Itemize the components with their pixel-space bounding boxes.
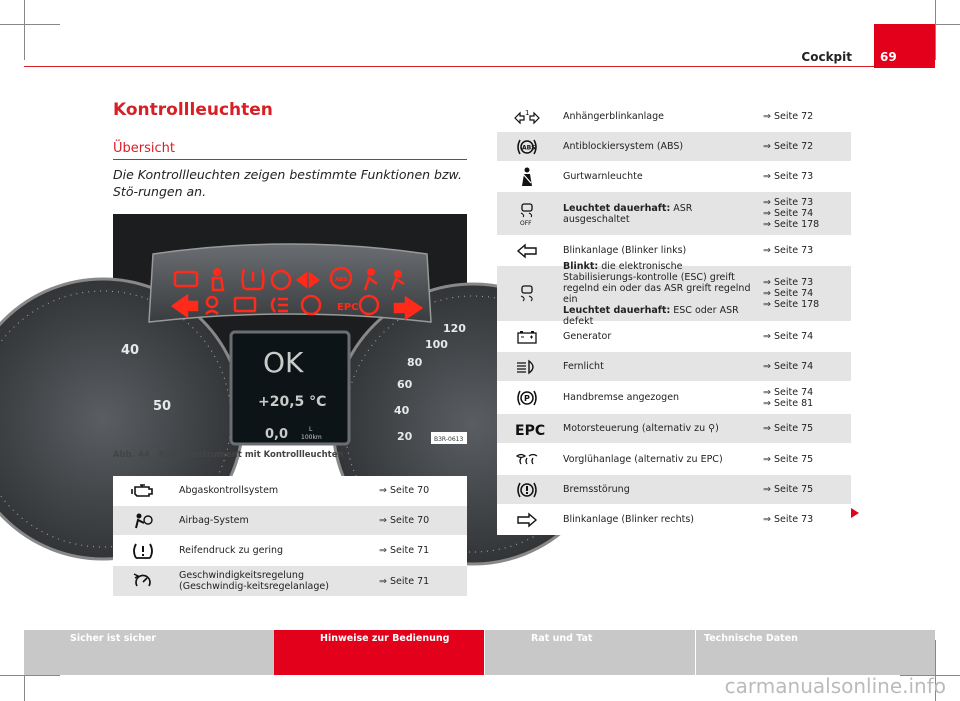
page-ref-cell xyxy=(759,482,851,497)
epc-lamp-label: EPC xyxy=(337,302,359,313)
page-ref-link[interactable]: ⇒ Seite 71 xyxy=(379,575,430,587)
page-ref-cell xyxy=(759,275,851,312)
cruise-control-icon xyxy=(113,572,173,590)
lamp-description: Motorsteuerung (alternativ zu ⚲) xyxy=(563,423,719,434)
lamp-description: Geschwindigkeitsregelung (Geschwindig-keitsregelanlage) xyxy=(179,570,329,592)
page-ref-link[interactable]: ⇒ Seite 70 xyxy=(379,515,430,526)
page-number-box xyxy=(874,24,935,68)
page-ref-cell xyxy=(759,359,851,374)
left-gauge-label: 40 xyxy=(121,343,140,358)
page-ref-cell xyxy=(759,421,851,436)
header-rule xyxy=(24,66,874,67)
engine-icon xyxy=(113,484,173,498)
left-lamp-table xyxy=(113,476,467,597)
page-ref-cell xyxy=(759,452,851,467)
trailer-indicator-icon xyxy=(497,108,557,124)
lamp-description: Bremsstörung xyxy=(563,484,630,495)
page-ref-cell xyxy=(375,513,467,528)
abs-icon xyxy=(497,138,557,156)
lamp-description: Blinkt: die elektronische Stabilisierungs-kontrolle (ESC) greift regelnd ein oder das ASR greift regelnd ein Leuchtet dauerhaft: ESC oder ASR defekt xyxy=(563,260,751,327)
right-gauge-label: 60 xyxy=(397,378,413,391)
esc-icon xyxy=(497,284,557,304)
footer-tab-technical[interactable]: Technische Daten xyxy=(695,630,935,675)
high-beam-icon xyxy=(497,360,557,374)
lamp-description: Leuchtet dauerhaft: ASR ausgeschaltet xyxy=(563,202,693,225)
table-row xyxy=(497,444,851,475)
display-unit-top: L xyxy=(309,426,313,433)
seatbelt-icon xyxy=(497,167,557,187)
continue-arrow-icon xyxy=(851,508,859,518)
page-title: Kontrollleuchten xyxy=(113,100,273,120)
page-ref-link[interactable]: ⇒ Seite 72 xyxy=(763,141,814,152)
page-ref-link[interactable]: ⇒ Seite 70 xyxy=(379,485,430,496)
page-ref-link[interactable]: ⇒ Seite 74 xyxy=(763,288,814,299)
page-ref-cell xyxy=(759,169,851,184)
instrument-cluster-figure xyxy=(113,214,467,444)
left-gauge-label: 50 xyxy=(153,399,172,414)
watermark: carmanualsonline.info xyxy=(724,674,946,698)
lamp-description: Reifendruck zu gering xyxy=(179,545,284,556)
page-ref-cell xyxy=(759,243,851,258)
page-number: 69 xyxy=(880,50,897,64)
page-ref-link[interactable]: ⇒ Seite 74 xyxy=(763,331,814,342)
asr-off-icon xyxy=(497,202,557,226)
lamp-description: Generator xyxy=(563,331,612,342)
footer-tab-advice[interactable]: Rat und Tat xyxy=(484,630,695,675)
svg-text:P: P xyxy=(524,393,530,403)
svg-text:EPC: EPC xyxy=(515,422,546,439)
airbag-icon xyxy=(113,512,173,530)
instrument-cluster-illustration xyxy=(113,214,467,444)
table-row xyxy=(113,566,467,597)
figure-code: B3R-0613 xyxy=(434,436,464,443)
turn-right-icon xyxy=(497,513,557,527)
lamp-description: Airbag-System xyxy=(179,515,249,526)
turn-left-icon xyxy=(497,244,557,258)
svg-text:1: 1 xyxy=(525,109,530,117)
page-ref-cell xyxy=(759,329,851,344)
table-row xyxy=(497,101,851,132)
display-unit-bottom: 100km xyxy=(301,434,322,441)
table-row xyxy=(497,505,851,535)
figure-caption xyxy=(113,450,344,460)
caption-text: Kombiinstrument mit Kontrollleuchten xyxy=(158,450,344,460)
intro-text: Die Kontrollleuchten zeigen bestimmte Funktionen bzw. Stö-rungen an. xyxy=(113,167,462,199)
page-ref-link[interactable]: ⇒ Seite 73 xyxy=(763,171,814,182)
table-row xyxy=(497,475,851,505)
crop-mark xyxy=(0,24,60,25)
lamp-description: Blinkanlage (Blinker links) xyxy=(563,245,687,256)
footer-tab-operation[interactable]: Hinweise zur Bedienung xyxy=(274,630,484,675)
display-status: OK xyxy=(263,346,304,379)
table-row xyxy=(113,536,467,566)
page-ref-link[interactable]: ⇒ Seite 73 xyxy=(763,245,814,256)
crop-mark xyxy=(0,675,60,676)
page-ref-link[interactable]: ⇒ Seite 73 xyxy=(763,514,814,525)
page-ref-cell xyxy=(759,109,851,124)
page-ref-link[interactable]: ⇒ Seite 178 xyxy=(763,219,820,230)
page-ref-cell xyxy=(759,512,851,527)
lamp-description: Handbremse angezogen xyxy=(563,392,680,403)
lamp-description: Blinkanlage (Blinker rechts) xyxy=(563,514,694,525)
right-gauge-label: 40 xyxy=(394,404,410,417)
right-gauge-label: 120 xyxy=(443,322,466,335)
lamp-description: Vorglühanlage (alternativ zu EPC) xyxy=(563,453,723,465)
subtitle-rule xyxy=(113,159,467,160)
table-row xyxy=(497,192,851,236)
abs-lamp-label: ABS xyxy=(335,277,348,283)
lamp-description: Antiblockiersystem (ABS) xyxy=(563,141,684,152)
page-ref-cell xyxy=(759,385,851,411)
display-temperature: +20,5 °C xyxy=(258,394,327,410)
brake-fault-icon xyxy=(497,481,557,499)
header-section: Cockpit xyxy=(801,50,852,64)
footer-tab-safety[interactable]: Sicher ist sicher xyxy=(24,630,274,675)
lamp-description: Anhängerblinkanlage xyxy=(563,110,665,122)
page-ref-link[interactable]: ⇒ Seite 178 xyxy=(763,299,820,310)
battery-icon xyxy=(497,330,557,344)
page-ref-cell xyxy=(375,574,467,589)
page-ref-link[interactable]: ⇒ Seite 74 xyxy=(763,361,814,372)
right-gauge-label: 20 xyxy=(397,430,413,443)
page-ref-link[interactable]: ⇒ Seite 75 xyxy=(763,484,814,495)
page-ref-link[interactable]: ⇒ Seite 75 xyxy=(763,453,814,465)
table-row xyxy=(497,132,851,162)
caption-label: Abb. 44 xyxy=(113,450,150,460)
page-ref-cell xyxy=(759,139,851,154)
page-ref-link[interactable]: ⇒ Seite 74 xyxy=(763,386,814,398)
table-row xyxy=(497,162,851,192)
table-row xyxy=(113,476,467,506)
table-row xyxy=(497,260,851,327)
epc-icon xyxy=(497,421,557,437)
lamp-description: Gurtwarnleuchte xyxy=(563,171,643,182)
section-subtitle: Übersicht xyxy=(113,141,175,156)
page-ref-link[interactable]: ⇒ Seite 81 xyxy=(763,397,814,409)
page-ref-link[interactable]: ⇒ Seite 72 xyxy=(763,110,814,122)
right-gauge-label: 80 xyxy=(407,356,423,369)
crop-mark xyxy=(24,0,25,60)
display-consumption: 0,0 xyxy=(265,427,289,442)
table-row xyxy=(497,382,851,414)
page-ref-link[interactable]: ⇒ Seite 73 xyxy=(763,197,814,208)
parking-brake-icon xyxy=(497,389,557,407)
footer-nav xyxy=(24,630,935,675)
page-ref-cell xyxy=(375,543,467,558)
page-ref-link[interactable]: ⇒ Seite 73 xyxy=(763,277,814,288)
tyre-pressure-icon xyxy=(113,542,173,560)
page-ref-link[interactable]: ⇒ Seite 74 xyxy=(763,208,814,219)
page-ref-cell xyxy=(375,483,467,498)
glow-plug-icon xyxy=(497,453,557,465)
page-ref-cell xyxy=(759,195,851,232)
right-gauge-label: 100 xyxy=(425,338,448,351)
table-row xyxy=(497,414,851,444)
page-ref-link[interactable]: ⇒ Seite 71 xyxy=(379,545,430,556)
table-row xyxy=(113,506,467,536)
page-ref-link[interactable]: ⇒ Seite 75 xyxy=(763,423,814,434)
svg-text:OFF: OFF xyxy=(520,219,532,227)
lamp-description: Fernlicht xyxy=(563,361,604,372)
table-row xyxy=(497,352,851,382)
crop-mark xyxy=(935,0,936,60)
svg-text:ABS: ABS xyxy=(522,144,536,151)
right-lamp-table xyxy=(497,101,851,535)
lamp-description: Abgaskontrollsystem xyxy=(179,485,279,496)
